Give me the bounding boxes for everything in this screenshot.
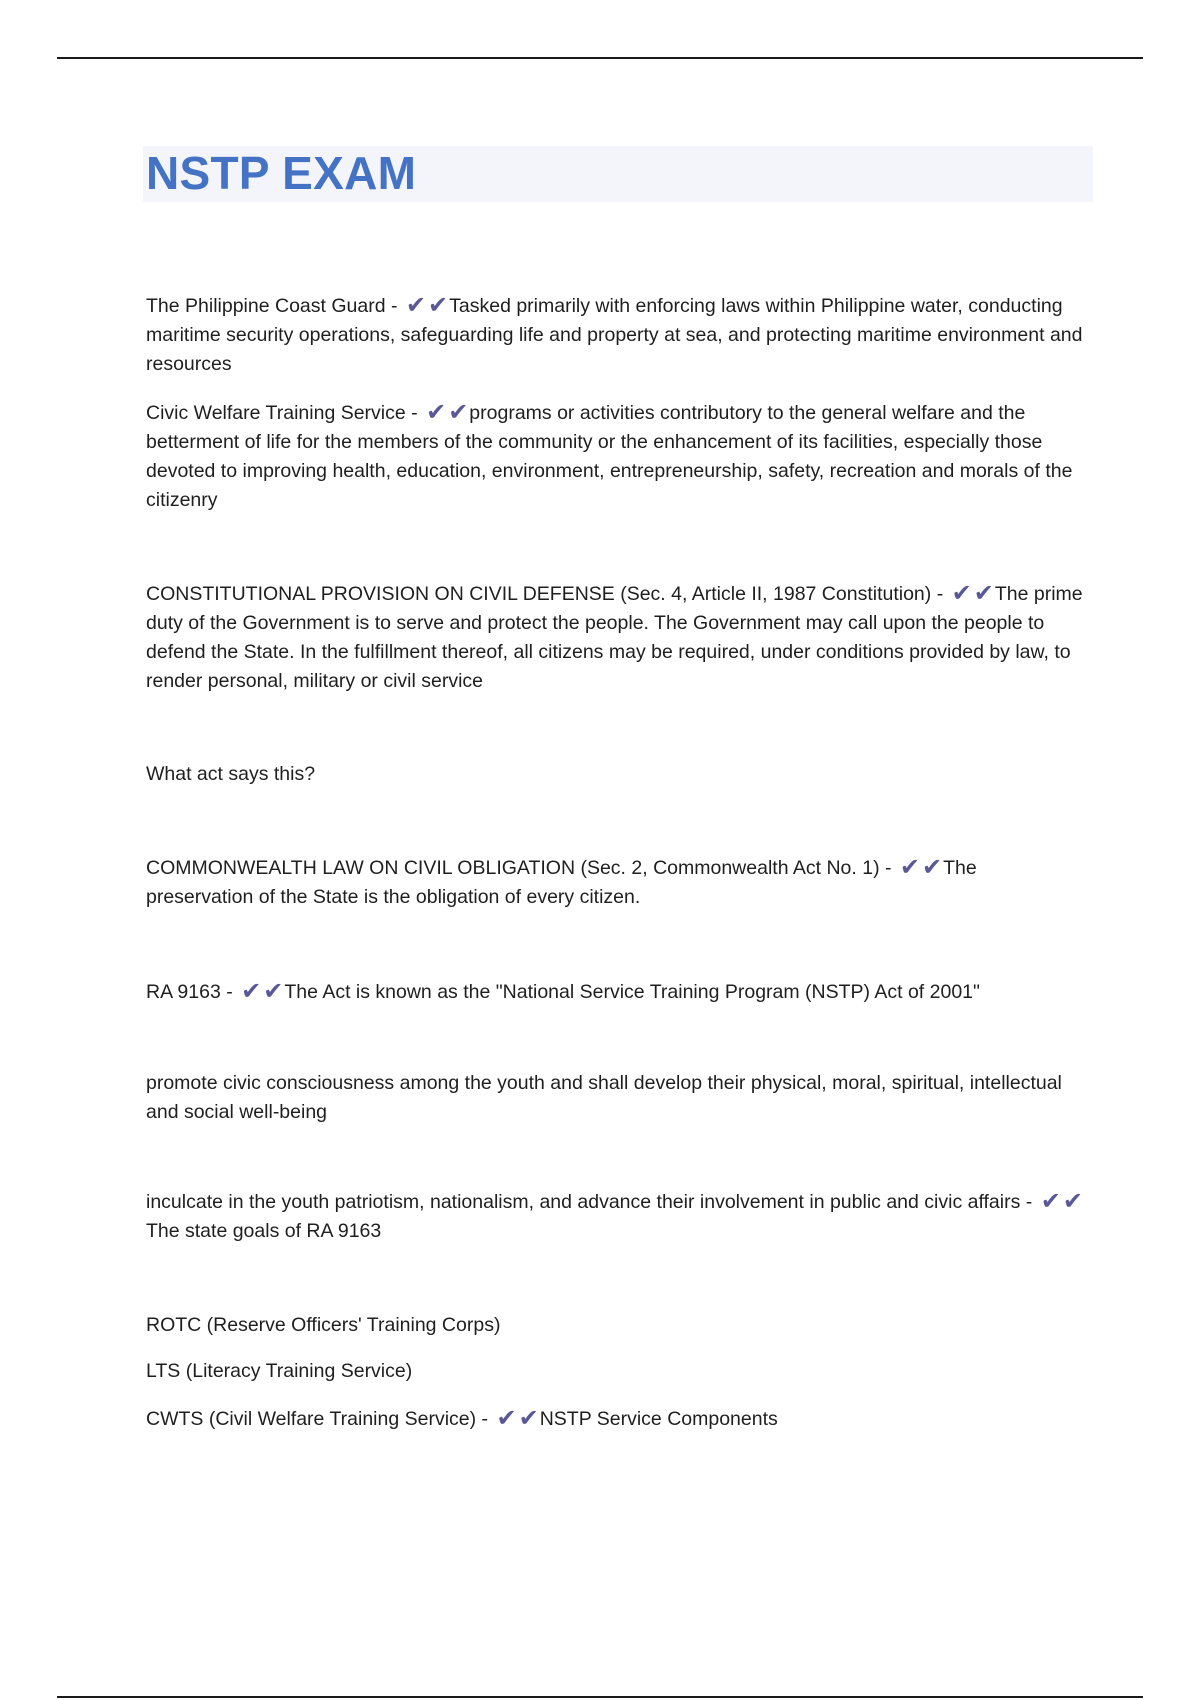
entry-term: inculcate in the youth patriotism, nationalism, and advance their involvement in public and civic affairs xyxy=(146,1191,1021,1213)
check-icon: ✔ xyxy=(518,1405,539,1432)
check-icon: ✔ xyxy=(922,854,943,881)
entry-separator: - xyxy=(390,295,398,317)
check-icon: ✔ xyxy=(1040,1188,1061,1215)
check-icon: ✔ xyxy=(263,978,284,1005)
entry-definition: programs or activities contributory to the general welfare and the betterment of life for the members of the community or the enhancement of its facilities, especially those devoted to improving health, education, environment, entrepreneurship, safety, recreation and morals of the citizenry xyxy=(146,402,1073,511)
qa-entry-state-goals xyxy=(146,1188,1086,1246)
check-icon: ✔ xyxy=(1062,1188,1083,1215)
page-title: NSTP EXAM xyxy=(146,147,417,199)
entry-definition: Tasked primarily with enforcing laws within Philippine water, conducting maritime security operations, safeguarding life and property at sea, and protecting maritime environment and resources xyxy=(146,295,1083,375)
statement-line: promote civic consciousness among the youth and shall develop their physical, moral, spiritual, intellectual and social well-being xyxy=(146,1072,1062,1123)
entry-definition: The state goals of RA 9163 xyxy=(146,1220,382,1242)
entry-separator: - xyxy=(936,583,944,605)
entry-term: COMMONWEALTH LAW ON CIVIL OBLIGATION (Sec. 2, Commonwealth Act No. 1) xyxy=(146,857,880,879)
check-icon: ✔ xyxy=(426,399,447,426)
check-icon: ✔ xyxy=(428,292,449,319)
entry-separator: - xyxy=(411,402,418,424)
check-icon: ✔ xyxy=(496,1405,517,1432)
check-icon: ✔ xyxy=(241,978,262,1005)
entry-term: Civic Welfare Training Service xyxy=(146,402,406,424)
check-icon: ✔ xyxy=(899,854,921,881)
entry-definition: NSTP Service Components xyxy=(539,1408,778,1430)
entry-term: CWTS (Civil Welfare Training Service) xyxy=(146,1408,477,1430)
entry-definition: The Act is known as the "National Service Training Program (NSTP) Act of 2001" xyxy=(284,981,980,1003)
list-line-rotc: ROTC (Reserve Officers' Training Corps) xyxy=(146,1314,501,1336)
qa-entry-commonwealth-law xyxy=(146,854,1086,912)
entry-separator: - xyxy=(885,857,892,879)
top-rule xyxy=(57,57,1143,59)
entry-term: RA 9163 xyxy=(146,981,221,1003)
entry-separator: - xyxy=(226,981,233,1003)
entry-separator: - xyxy=(481,1408,489,1430)
bottom-rule xyxy=(57,1696,1143,1698)
entry-term: The Philippine Coast Guard xyxy=(146,295,386,317)
entry-definition: The prime duty of the Government is to serve and protect the people. The Government may call upon the people to defend the State. In the fulfillment thereof, all citizens may be required, under conditions provided by law, to render personal, military or civil service xyxy=(146,583,1083,692)
question-line: What act says this? xyxy=(146,763,316,785)
check-icon: ✔ xyxy=(448,399,469,426)
check-icon: ✔ xyxy=(951,580,972,607)
entry-separator: - xyxy=(1025,1191,1033,1213)
entry-term: CONSTITUTIONAL PROVISION ON CIVIL DEFENSE (Sec. 4, Article II, 1987 Constitution) xyxy=(146,583,932,605)
qa-entry-philippine-coast-guard xyxy=(146,292,1086,379)
list-line-lts: LTS (Literacy Training Service) xyxy=(146,1360,413,1382)
qa-entry-ra-9163 xyxy=(146,978,1086,1007)
check-icon: ✔ xyxy=(405,292,427,319)
qa-entry-civic-welfare-training-service xyxy=(146,399,1086,515)
qa-entry-cwts xyxy=(146,1405,1086,1434)
qa-entry-constitutional-provision xyxy=(146,580,1086,696)
entry-definition: The preservation of the State is the obligation of every citizen. xyxy=(146,857,977,908)
check-icon: ✔ xyxy=(973,580,994,607)
